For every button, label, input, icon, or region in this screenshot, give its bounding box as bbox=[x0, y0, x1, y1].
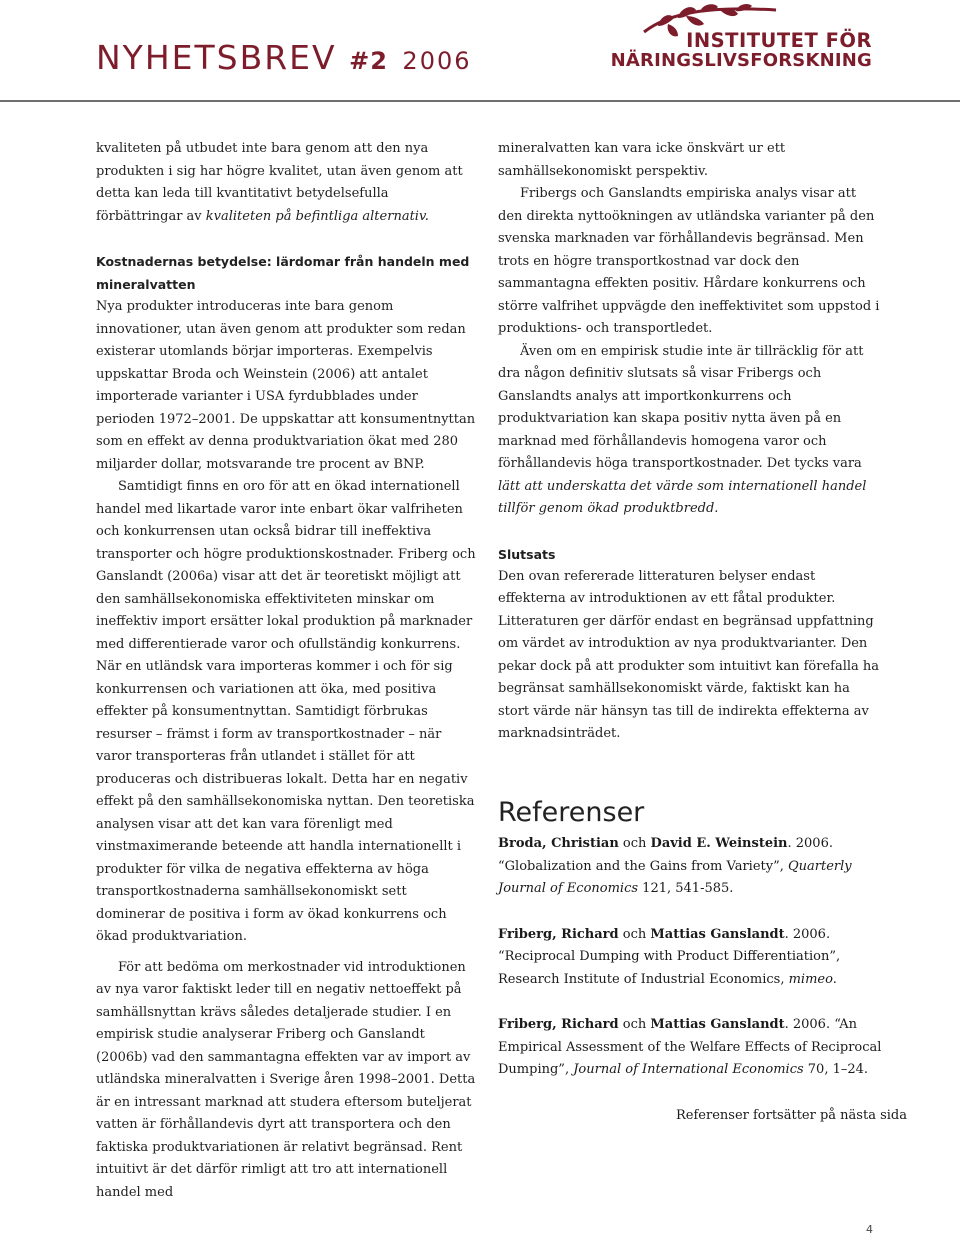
reference-author: David E. Weinstein bbox=[650, 836, 788, 851]
references-title: Referenser bbox=[498, 797, 645, 828]
references-list bbox=[498, 833, 883, 1105]
reference-conjunction: och bbox=[618, 926, 651, 942]
header-divider bbox=[0, 100, 960, 102]
paragraph: För att bedöma om merkostnader vid introduktionen av nya varor faktiskt leder till en negativ nettoeffekt på samhällsnyttan krävs således detaljerade studier. I en empirisk studie analyserar Friberg och Ganslandt (2006b) vad den sammantagna effekten var av import av utländska mineralvatten i Sverige åren 1998–2001. Detta är en intressant marknad att studera eftersom buteljerat vatten är förhållandevis dyrt att transportera och den faktiska produktvariationen är relativt begränsad. Rent intuitivt är det därför rimligt att tro att internationell handel med bbox=[96, 959, 476, 1200]
newsletter-name: NYHETSBREV bbox=[96, 38, 337, 77]
paragraph: Den ovan refererade litteraturen belyser endast effekterna av introduktionen av ett fåtal produkter. Litteraturen ger därför endast en begränsad uppfattning om värdet av introduktion av nya produktvarianter. Den pekar dock på att produkter som intuitivt kan förefalla ha begränsat samhällsekonomiskt värde, faktiskt kan ha stort värde när hänsyn tas till de indirekta effekterna av marknadsinträdet. bbox=[498, 568, 880, 741]
page-header bbox=[0, 0, 960, 100]
reference-journal: mimeo. bbox=[788, 971, 837, 987]
reference-item bbox=[498, 1014, 883, 1082]
paragraph: Nya produkter introduceras inte bara genom innovationer, utan även genom att produkter som redan existerar utomlands börjar importeras. Exempelvis uppskattar Broda och Weinstein (2006) att antalet importerade varianter i USA fyrdubblades under perioden 1972–2001. De uppskattar att konsumentnyttan som en effekt av denna produktvariation ökat med 280 miljarder dollar, motsvarande tre procent av BNP. bbox=[96, 299, 476, 472]
reference-journal: Journal of International Economics bbox=[573, 1062, 804, 1077]
reference-author: Broda, Christian bbox=[498, 836, 619, 851]
right-column bbox=[498, 138, 883, 746]
reference-conjunction: och bbox=[618, 1017, 651, 1032]
section-heading-slutsats: Slutsats bbox=[498, 546, 556, 562]
paragraph-text: Även om en empirisk studie inte är tillräcklig för att dra någon definitiv slutsats så visar Fribergs och Ganslandts analys att importkonkurrens och produktvariation kan skapa positiv nytta även på en marknad med förhållandevis homogena varor och förhållandevis höga transportkostnader. Det tycks vara bbox=[498, 343, 864, 471]
newsletter-title bbox=[96, 38, 472, 77]
institute-name-line2: NÄRINGSLIVSFORSKNING bbox=[610, 50, 872, 71]
paragraph bbox=[498, 341, 883, 521]
reference-text: . 2006. “Globalization and the Gains from Variety”, bbox=[498, 836, 833, 874]
reference-author: Mattias Ganslandt bbox=[650, 926, 785, 942]
page-number: 4 bbox=[866, 1223, 873, 1236]
paragraph bbox=[96, 138, 476, 228]
reference-conjunction: och bbox=[618, 836, 651, 851]
reference-author: Friberg, Richard bbox=[498, 926, 619, 942]
section-heading: Kostnadernas betydelse: lärdomar från handeln med mineralvatten bbox=[96, 254, 470, 292]
paragraph-italic-text: lätt att underskatta det värde som internationell handel tillför genom ökad produktbredd. bbox=[498, 478, 867, 516]
paragraph-text: kvaliteten på utbudet inte bara genom att den nya produkten i sig har högre kvalitet, utan även genom att detta kan leda till kvantitativt betydelsefulla förbättringar av bbox=[96, 141, 463, 224]
paragraph: Fribergs och Ganslandts empiriska analys visar att den direkta nyttoökningen av utländska varianter på den svenska marknaden var förhållandevis begränsad. Men trots en högre transportkostnad var dock den sammantagna effekten positiv. Hårdare konkurrens och större valfrihet uppvägde den ineffektivitet som uppstod i produktions- och transportledet. bbox=[498, 186, 880, 336]
reference-journal: Quarterly Journal of Economics bbox=[498, 858, 852, 896]
reference-tail: 70, 1–24. bbox=[803, 1062, 869, 1077]
references-continued-note: Referenser fortsätter på nästa sida bbox=[676, 1108, 907, 1123]
institute-name bbox=[600, 30, 872, 71]
left-column bbox=[96, 138, 476, 1204]
reference-text: . 2006. “Reciprocal Dumping with Product Differentiation”, Research Institute of Industrial Economics, bbox=[498, 926, 841, 987]
institute-name-line1: INSTITUTET FÖR bbox=[686, 29, 872, 52]
issue-year: 2006 bbox=[402, 47, 472, 75]
reference-item bbox=[498, 833, 883, 901]
issue-number: #2 bbox=[349, 47, 388, 75]
paragraph-italic-text: kvaliteten på befintliga alternativ. bbox=[205, 208, 429, 224]
reference-text: . 2006. “An Empirical Assessment of the Welfare Effects of Reciprocal Dumping”, bbox=[498, 1017, 882, 1077]
reference-author: Mattias Ganslandt bbox=[650, 1017, 785, 1032]
paragraph: mineralvatten kan vara icke önskvärt ur ett samhällsekonomiskt perspektiv. bbox=[498, 141, 786, 179]
reference-item bbox=[498, 924, 883, 992]
paragraph: Samtidigt finns en oro för att en ökad internationell handel med likartade varor inte enbart ökar valfriheten och konkurrensen utan också bidrar till ineffektiva transporter och högre produktionskostnader. Friberg och Ganslandt (2006a) visar att det är teoretiskt möjligt att den samhällsekonomiska effektiviteten minskar om ineffektiv import ersätter lokal produktion på marknader med differentierade varor och ofullständig konkurrens. När en utländsk vara importeras kommer i och för sig konkurrensen och variationen att öka, med positiva effekter på konsumentnyttan. Samtidigt förbrukas resurser – främst i form av transportkostnader – när varor transporteras från utlandet i stället för att produceras och distribueras lokalt. Detta har en negativ effekt på den samhällsekonomiska nyttan. Den teoretiska analysen visar att det kan vara förenligt med vinstmaximerande beteende att handla internationellt i produkter för vilka de negativa effekterna av höga transportkostnaderna samhällsekonomiskt sett dominerar de positiva i form av ökad konkurrens och ökad produktvariation. bbox=[96, 479, 476, 944]
reference-tail: 121, 541-585. bbox=[638, 881, 734, 896]
reference-author: Friberg, Richard bbox=[498, 1017, 619, 1032]
